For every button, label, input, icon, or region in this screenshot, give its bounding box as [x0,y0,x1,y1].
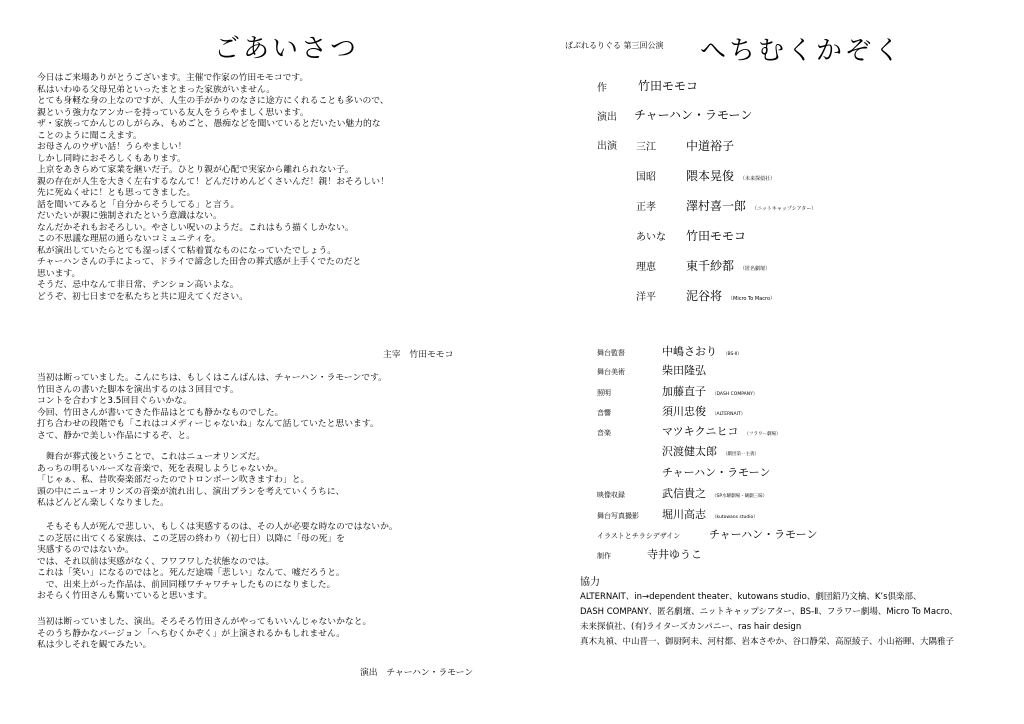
cast-row [636,165,775,184]
cast-affiliation: （ニットキャップシアター） [752,206,817,212]
director-line: 私はどんどん楽しくなりました。 [37,498,169,508]
staff-row [597,543,708,562]
director-message-3 [37,522,398,603]
director-line: 舞台が葬式後ということで、これはニューオリンズだ。 [37,452,266,462]
cast-actor: 澤村喜一郎 [686,199,747,213]
host-line: そうだ、忌中なんて非日常、テンション高いよな。 [37,280,239,290]
staff-name: 須川忠俊 [662,405,706,418]
cast-row [636,195,816,214]
staff-name: 柴田隆弘 [662,364,706,377]
cast-actor: 泥谷将 [686,289,723,303]
cast-affiliation: （匿名劇壇） [740,266,771,272]
staff-row [597,340,742,359]
director-line: そもそも人が死んで悲しい、もしくは実感するのは、その人が必要な時なのではないか。 [37,522,398,532]
staff-name: 沢渡健太郎 [662,445,717,458]
director-line: さて、静かで美しい作品にするぞ、と。 [37,430,195,441]
staff-affiliation: （kutowans studio） [712,515,758,520]
staff-role: 舞台写真撮影 [597,512,639,520]
staff-name: マツキクニヒコ [662,425,739,438]
host-line: どうぞ、初七日までを私たちと共に迎えてください。 [37,291,248,302]
cast-actor: 東千紗都 [686,259,735,273]
staff-affiliation: （BS-Ⅱ） [723,352,742,357]
host-line: お母さんのウザい話！うらやましい！ [37,142,187,152]
greeting-title: ごあいさつ [214,34,360,64]
staff-row [597,523,823,542]
host-line: この不思議な理屈の通らないコミュニティを。 [37,234,221,244]
host-line: しかし同時におそろしくもあります。 [37,153,186,164]
cast-row [636,255,770,274]
staff-role: 音響 [597,409,611,417]
director-line: 打ち合わせの段階でも「これはコメディーじゃないね」なんて話していたと思います。 [37,419,379,429]
director-name: チャーハン・ラモーン [634,108,753,122]
cast-row [636,285,775,304]
director-message-2 [37,452,344,510]
staff-row [597,440,759,459]
staff-role: イラストとチラシデザイン [597,532,681,540]
director-line: 当初は断っていました。こんにちは、もしくはこんばんは、チャーハン・ラモーンです。 [37,373,387,383]
host-line: 話を聞いてみると「自分からそうしてる」と言う。 [37,199,240,210]
staff-affiliation: （ALTERNAIT） [712,412,746,417]
cast-label: 出演 [597,141,617,152]
director-role: 演出 [597,112,617,123]
cast-actor: 竹田モモコ [686,229,747,243]
cast-actor: 隈本晃俊 [686,169,735,183]
staff-affiliation: （劇団第一主義） [723,452,759,457]
director-line: 竹田さんの書いた脚本を演出するのは３回目です。 [37,384,239,395]
host-line: ザ・家族ってかんじのしがらみ、もめごと、愚痴などを聞いているとだいたい魅力的な [37,119,381,129]
director-line: そのうち静かなバージョン「へちむくかぞく」が上演されるかもしれません。 [37,628,346,639]
staff-affiliation: （フラワー劇場） [744,432,781,437]
cast-character: 理恵 [636,262,656,273]
director-message-1 [37,373,387,442]
staff-role: 制作 [597,552,611,560]
cooperation-line: 未来探偵社、(有)ライターズカンパニー、ras hair design [580,622,802,632]
writer-role: 作 [597,83,607,94]
host-line: 思います。 [37,268,81,279]
staff-row [597,359,712,378]
host-line: なんだかそれもおそろしい。やさしい呪いのようだ。これはもう描くしかない。 [37,222,354,233]
staff-row [597,400,745,419]
staff-row [597,503,758,522]
staff-row [597,482,767,501]
director-signature: 演出 チャーハン・ラモーン [360,668,474,678]
cast-character: 三江 [636,142,656,153]
staff-name: 武信貴之 [662,487,706,500]
staff-affiliation: （SP水曜劇場・観劇三昧） [712,494,768,499]
staff-role: 舞台美術 [597,368,625,376]
cast-character: 洋平 [636,292,656,303]
writer-name: 竹田モモコ [638,79,699,93]
director-line: 当初は断っていました、演出。そろそろ竹田さんがやってもいいんじゃないかなと。 [37,617,372,627]
director-message-4 [37,617,371,652]
cast-row [636,225,752,244]
director-line: おそらく竹田さんも驚いていると思います。 [37,591,213,601]
director-line: 頭の中にニューオリンズの音楽が流れ出し、演出プランを考えていくうちに、 [37,486,345,497]
director-line: で、出来上がった作品は、前回同様ワチャワチャしたものになりました。 [37,579,336,590]
host-line: 親という強力なアンカーを持っている友人をうらやましく思います。 [37,107,309,118]
director-line: では、それ以前は実感がなく、フワフワした状態なのでは。 [37,556,275,567]
host-line: だいたいが親に強制されたという意識はない。 [37,211,222,221]
host-message [37,73,389,303]
director-line: これは「笑い」になるのではと。死んだ途端「悲しい」なんて、嘘だろうと。 [37,568,345,578]
director-line: 私は少しそれを観てみたい。 [37,640,152,650]
staff-name: 寺井ゆうこ [647,548,702,561]
host-line: とても身軽な身の上なのですが、人生の手がかりのなさに途方にくれることも多いので、 [37,96,389,106]
staff-name: 中嶋さおり [662,345,717,358]
director-line: この芝居に出てくる家族は、この芝居の終わり（初七日）以降に「母の死」を [37,533,345,544]
staff-affiliation: （DASH COMPANY） [712,392,758,397]
host-signature: 主宰 竹田モモコ [383,350,454,360]
cast-actor: 中道裕子 [686,139,735,153]
host-line: 今日はご来場ありがとうございます。主催で作家の竹田モモコです。 [37,73,309,83]
play-title: へちむくかぞく [700,36,904,66]
host-line: 私が演出していたらとても湿っぽくて粘着質なものになっていたでしょう。 [37,245,337,256]
cooperation-heading: 協力 [580,577,600,588]
director-line: あっちの明るいルーズな音楽で、死を表現しようじゃないか。 [37,463,283,474]
cooperation-line: DASH COMPANY、匿名劇壇、ニットキャップシアター、BS-Ⅱ、フラワー劇場、Micro To Macro、 [580,607,958,617]
director-line: 「じゃぁ、私、昔吹奏楽部だったのでトロンボーン吹きますわ」と。 [37,475,310,485]
cooperation-line: ALTERNAIT、in→dependent theater、kutowans studio、劇団鉛乃文檎、K’s倶楽部、 [580,592,922,602]
staff-role: 照明 [597,389,611,397]
staff-name: チャーハン・ラモーン [662,466,771,479]
director-line: 実感するのではないか。 [37,545,134,555]
company-name: ぱぶれるりぐる 第三回公演 [565,41,664,50]
host-line: チャーハンさんの手によって、ドライで諦念した田舎の葬式感が上手くでたのだと [37,257,362,267]
host-line: 私はいわゆる父母兄弟といったまとまった家族がいません。 [37,84,276,95]
staff-row [597,420,780,439]
staff-name: チャーハン・ラモーン [709,528,818,541]
cast-row [636,135,740,154]
cast-character: 正孝 [636,202,656,213]
cast-character: 国昭 [636,172,656,183]
staff-name: 堀川高志 [662,508,706,521]
host-line: ことのように聞こえます。 [37,130,142,141]
staff-name: 加藤直子 [662,385,706,398]
director-line: コントを合わすと3.5回目ぐらいかな。 [37,396,192,406]
staff-role: 舞台監督 [597,349,625,357]
staff-role: 音楽 [597,429,611,437]
host-line: 上京をあきらめて家業を継いだ子。ひとり親が心配で実家から離れられない子。 [37,165,354,175]
host-line: 先に死ぬくせに！とも思ってきました。 [37,188,196,198]
staff-role: 映像収録 [597,491,625,499]
staff-row [597,380,757,399]
cast-affiliation: （未来探偵社） [740,176,776,182]
director-line: 今回、竹田さんが書いてきた作品はとても静かなものでした。 [37,407,284,418]
cast-character: あいな [636,232,666,243]
host-line: 親の存在が人生を大きく左右するなんて！どんだけめんどくさいんだ！親！おそろしい！ [37,176,389,187]
staff-row [597,461,776,480]
cooperation-line: 真木丸禎、中山晋一、御厨阿未、河村都、岩本さやか、谷口静栄、高原綾子、小山裕暉、大隅雅子 [580,637,955,647]
cast-affiliation: （Micro To Macro） [728,296,776,302]
